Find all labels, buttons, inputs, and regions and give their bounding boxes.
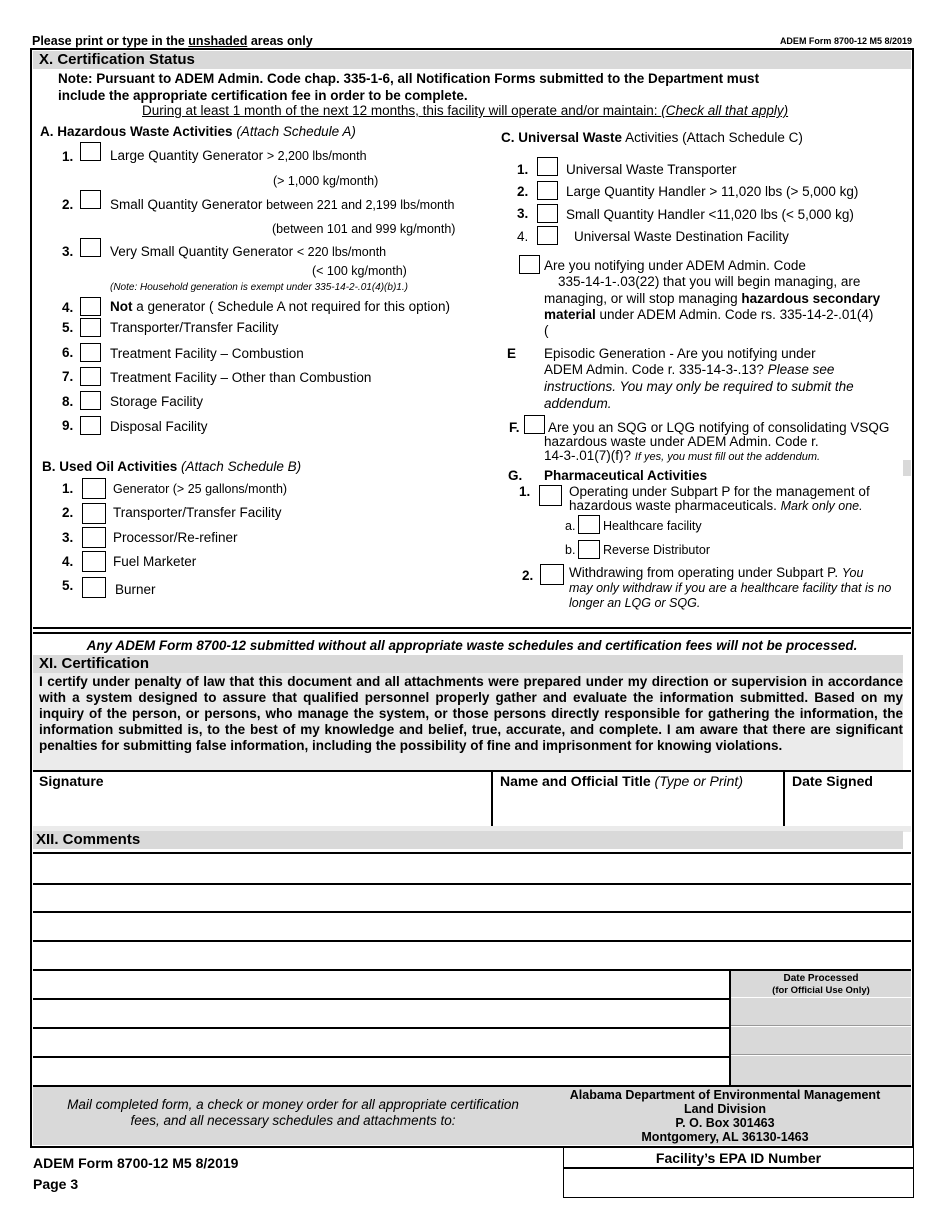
g-letter: G. xyxy=(508,468,523,483)
date-processed-label: Date Processed xyxy=(783,973,859,984)
a4-checkbox[interactable] xyxy=(80,297,101,316)
name-title-field[interactable] xyxy=(494,796,782,824)
c1-checkbox[interactable] xyxy=(537,157,558,176)
divider xyxy=(491,770,493,826)
g2-line-1: Withdrawing from operating under Subpart P. You xyxy=(569,565,864,580)
during-instruction: During at least 1 month of the next 12 months, this facility will operate and/or maintain: (Check all that apply) xyxy=(142,103,789,118)
comment-line xyxy=(33,1056,729,1058)
a3-number: 3. xyxy=(62,244,74,259)
mail-text-2: fees, and all necessary schedules and attachments to: xyxy=(130,1113,456,1128)
mail-text-1: Mail completed form, a check or money order for all appropriate certification xyxy=(67,1097,519,1112)
c4-checkbox[interactable] xyxy=(537,226,558,245)
section-xi-title: XI. Certification xyxy=(33,655,903,673)
official-use-cell xyxy=(731,1056,911,1085)
comments-field[interactable] xyxy=(33,855,911,883)
a2-detail-kg: (between 101 and 999 kg/month) xyxy=(272,222,456,236)
epa-id-field[interactable] xyxy=(565,1169,912,1196)
d-line-3: managing, or will stop managing hazardous secondary xyxy=(544,291,881,306)
a3-label: Very Small Quantity Generator < 220 lbs/month xyxy=(110,244,387,259)
b4-label: Fuel Marketer xyxy=(113,554,197,569)
divider xyxy=(783,770,785,826)
section-a-heading: A. Hazardous Waste Activities (Attach Schedule A) xyxy=(40,124,356,139)
a6-number: 6. xyxy=(62,345,74,360)
epa-id-label: Facility’s EPA ID Number xyxy=(655,1150,822,1166)
address-line-2: Land Division xyxy=(684,1102,766,1116)
b4-number: 4. xyxy=(62,554,74,569)
comment-line xyxy=(33,998,729,1000)
a2-number: 2. xyxy=(62,197,74,212)
f-letter: F. xyxy=(509,420,520,435)
header-form-id: ADEM Form 8700-12 M5 8/2019 xyxy=(779,36,912,46)
section-b-heading: B. Used Oil Activities (Attach Schedule B) xyxy=(42,459,302,474)
a6-label: Treatment Facility – Combustion xyxy=(110,346,304,361)
b1-number: 1. xyxy=(62,481,74,496)
date-signed-field[interactable] xyxy=(786,796,910,824)
date-signed-label: Date Signed xyxy=(792,773,873,789)
c1-label: Universal Waste Transporter xyxy=(566,162,737,177)
a6-checkbox[interactable] xyxy=(80,343,101,362)
a8-number: 8. xyxy=(62,394,74,409)
b3-number: 3. xyxy=(62,530,74,545)
g1a-label: Healthcare facility xyxy=(603,519,702,533)
b5-checkbox[interactable] xyxy=(82,577,106,598)
g1-line-1: Operating under Subpart P for the management of xyxy=(569,484,870,499)
a1-label: Large Quantity Generator > 2,200 lbs/month xyxy=(110,148,367,163)
a9-label: Disposal Facility xyxy=(110,419,208,434)
d-line-1: Are you notifying under ADEM Admin. Code xyxy=(544,258,806,273)
a9-number: 9. xyxy=(62,418,74,433)
note-line-1: Note: Pursuant to ADEM Admin. Code chap. 335-1-6, all Notification Forms submitted to the Department must xyxy=(58,71,760,86)
g1a-letter: a. xyxy=(565,519,576,533)
a5-number: 5. xyxy=(62,320,74,335)
shaded-marker xyxy=(903,460,911,476)
address-line-3: P. O. Box 301463 xyxy=(675,1116,775,1130)
certification-text: I certify under penalty of law that this document and all attachments were prepared under my direction or supervision in accordance with a system designed to assure that qualified personnel properly gather and evaluate the information submitted. Based on my inquiry of the person, or persons, who manage the system, or those persons directly responsible for gathering the information, the information submitted is, to the best of my knowledge and belief, true, accurate, and complete. I am aware that there are significant penalties for submitting false information, including the possibility of fine and imprisonment for knowing violations. xyxy=(39,674,903,753)
a7-label: Treatment Facility – Other than Combustion xyxy=(110,370,372,385)
comment-line xyxy=(33,852,911,854)
name-title-label: Name and Official Title (Type or Print) xyxy=(500,773,743,789)
e-letter: E xyxy=(507,346,517,361)
b2-label: Transporter/Transfer Facility xyxy=(113,505,282,520)
a1-checkbox[interactable] xyxy=(80,142,101,161)
f-line-1: Are you an SQG or LQG notifying of consolidating VSQG xyxy=(548,420,890,435)
a1-number: 1. xyxy=(62,149,74,164)
g1b-checkbox[interactable] xyxy=(578,540,600,559)
divider xyxy=(33,632,911,634)
g1-checkbox[interactable] xyxy=(539,485,562,506)
f-line-2: hazardous waste under ADEM Admin. Code r. xyxy=(544,434,819,449)
a4-label: Not a generator ( Schedule A not required for this option) xyxy=(110,299,450,314)
date-processed-sublabel: (for Official Use Only) xyxy=(772,985,870,996)
a8-label: Storage Facility xyxy=(110,394,204,409)
f-checkbox[interactable] xyxy=(524,415,545,434)
warning-text: Any ADEM Form 8700-12 submitted without all appropriate waste schedules and certification fees will not be processed. xyxy=(86,638,858,653)
g1-number: 1. xyxy=(519,484,531,499)
address-line-4: Montgomery, AL 36130-1463 xyxy=(641,1130,809,1144)
footer-form-id: ADEM Form 8700-12 M5 8/2019 xyxy=(33,1155,239,1171)
c1-number: 1. xyxy=(517,162,529,177)
official-use-cell xyxy=(731,998,911,1026)
a8-checkbox[interactable] xyxy=(80,391,101,410)
b2-number: 2. xyxy=(62,505,74,520)
b2-checkbox[interactable] xyxy=(82,503,106,524)
b3-checkbox[interactable] xyxy=(82,527,106,548)
a5-label: Transporter/Transfer Facility xyxy=(110,320,279,335)
a2-checkbox[interactable] xyxy=(80,190,101,209)
comment-line xyxy=(33,1027,729,1029)
section-x-title: X. Certification Status xyxy=(33,51,911,69)
divider xyxy=(33,627,911,629)
b5-label: Burner xyxy=(115,582,156,597)
g1b-letter: b. xyxy=(565,543,576,557)
e-line-4: addendum. xyxy=(544,396,612,411)
official-use-cell xyxy=(731,1027,911,1055)
e-line-3: instructions. You may only be required to submit the xyxy=(544,379,854,394)
signature-label: Signature xyxy=(39,773,104,789)
household-note: (Note: Household generation is exempt under 335-14-2-.01(4)(b)1.) xyxy=(110,282,408,293)
g1a-checkbox[interactable] xyxy=(578,515,600,534)
note-line-2: include the appropriate certification fee in order to be complete. xyxy=(58,88,468,103)
g2-line-3: longer an LQG or SQG. xyxy=(569,596,701,610)
b1-label: Generator (> 25 gallons/month) xyxy=(113,482,288,496)
g2-checkbox[interactable] xyxy=(540,564,564,585)
a7-number: 7. xyxy=(62,369,74,384)
d-line-2: 335-14-1-.03(22) that you will begin managing, are xyxy=(558,274,861,289)
c2-label: Large Quantity Handler > 11,020 lbs (> 5,000 kg) xyxy=(566,184,859,199)
a7-checkbox[interactable] xyxy=(80,367,101,386)
a1-detail-kg: (> 1,000 kg/month) xyxy=(273,174,379,188)
b1-checkbox[interactable] xyxy=(82,478,106,499)
c2-number: 2. xyxy=(517,184,529,199)
e-line-2: ADEM Admin. Code r. 335-14-3-.13? Please see xyxy=(544,362,835,377)
c3-number: 3. xyxy=(517,206,529,221)
section-xii-title: XII. Comments xyxy=(33,831,903,849)
g-heading: Pharmaceutical Activities xyxy=(544,468,708,483)
c4-number: 4. xyxy=(517,229,529,244)
divider xyxy=(33,770,911,772)
comment-line xyxy=(33,940,911,942)
c2-checkbox[interactable] xyxy=(537,181,558,200)
c4-label: Universal Waste Destination Facility xyxy=(574,229,789,244)
address-line-1: Alabama Department of Environmental Management xyxy=(569,1088,881,1102)
d-line-5: ( xyxy=(544,323,549,338)
b4-checkbox[interactable] xyxy=(82,551,106,572)
g2-line-2: may only withdraw if you are a healthcare facility that is no xyxy=(569,581,892,595)
page-number: Page 3 xyxy=(33,1176,79,1192)
g2-number: 2. xyxy=(522,568,534,583)
a2-label: Small Quantity Generator between 221 and 2,199 lbs/month xyxy=(110,197,455,212)
d-checkbox[interactable] xyxy=(519,255,540,274)
a4-number: 4. xyxy=(62,300,74,315)
comment-line xyxy=(33,911,911,913)
g1b-label: Reverse Distributor xyxy=(603,543,710,557)
c3-checkbox[interactable] xyxy=(537,204,558,223)
comment-line xyxy=(33,883,911,885)
b3-label: Processor/Re-refiner xyxy=(113,530,238,545)
section-c-heading: C. Universal Waste Activities (Attach Schedule C) xyxy=(501,130,803,145)
a3-detail-kg: (< 100 kg/month) xyxy=(312,264,407,278)
g1-line-2: hazardous waste pharmaceuticals. Mark only one. xyxy=(569,498,863,513)
a9-checkbox[interactable] xyxy=(80,416,101,435)
a5-checkbox[interactable] xyxy=(80,318,101,337)
b5-number: 5. xyxy=(62,578,74,593)
f-line-3: 14-3-.01(7)(f)? If yes, you must fill out the addendum. xyxy=(544,448,821,463)
print-instruction: Please print or type in the unshaded areas only xyxy=(32,34,313,48)
signature-field[interactable] xyxy=(33,796,491,824)
d-line-4: material under ADEM Admin. Code rs. 335-14-2-.01(4) xyxy=(544,307,874,322)
e-line-1: Episodic Generation - Are you notifying under xyxy=(544,346,816,361)
a3-checkbox[interactable] xyxy=(80,238,101,257)
c3-label: Small Quantity Handler <11,020 lbs (< 5,000 kg) xyxy=(566,207,854,222)
